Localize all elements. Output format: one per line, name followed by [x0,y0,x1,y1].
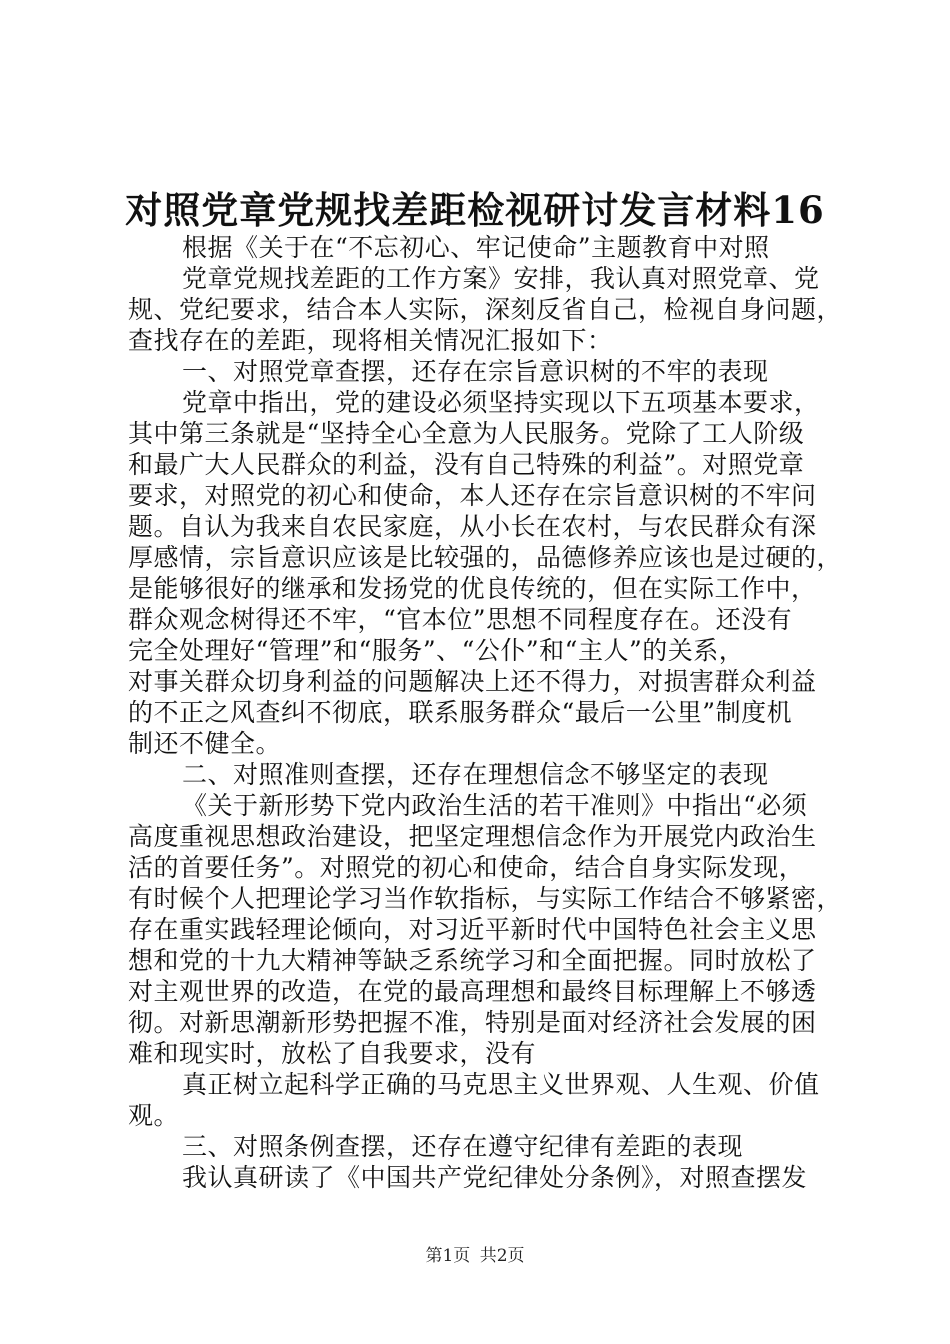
text-line: 我认真研读了《中国共产党纪律处分条例》，对照查摆发 [182,1163,808,1192]
document-title: 对照党章党规找差距检视研讨发言材料16 [125,188,825,232]
text-line: 观。 [128,1101,180,1130]
page-total: 共2页 [479,1246,525,1266]
text-line: 存在重实践轻理论倾向，对习近平新时代中国特色社会主义思 [128,915,817,944]
text-line: 三、对照条例查摆，还存在遵守纪律有差距的表现 [182,1132,744,1161]
text-line: 制还不健全。 [128,729,282,758]
text-line: 厚感情，宗旨意识应该是比较强的，品德修养应该也是过硬的， [128,543,843,572]
text-line: 一、对照党章查摆，还存在宗旨意识树的不牢的表现 [182,357,769,386]
text-line: 难和现实时，放松了自我要求，没有 [128,1039,537,1068]
text-line: 题。自认为我来自农民家庭，从小长在农村，与农民群众有深 [128,512,817,541]
text-line: 规、党纪要求，结合本人实际，深刻反省自己，检视自身问题， [128,295,843,324]
text-line: 查找存在的差距，现将相关情况汇报如下： [128,326,613,355]
text-line: 二、对照准则查摆，还存在理想信念不够坚定的表现 [182,760,769,789]
document-body [128,232,868,1193]
text-line: 的不正之风查纠不彻底，联系服务群众“最后一公里”制度机 [128,698,793,727]
text-line: 群众观念树得还不牢，“官本位”思想不同程度存在。还没有 [128,605,793,634]
text-line: 对事关群众切身利益的问题解决上还不得力，对损害群众利益 [128,667,817,696]
page-number: 第1页 [425,1246,471,1266]
text-line: 完全处理好“管理”和“服务”、“公仆”和“主人”的关系， [128,636,745,665]
text-line: 和最广大人民群众的利益，没有自己特殊的利益”。对照党章 [128,450,805,479]
text-line: 真正树立起科学正确的马克思主义世界观、人生观、价值 [182,1070,820,1099]
text-line: 党章党规找差距的工作方案》安排，我认真对照党章、党 [182,264,820,293]
text-line: 党章中指出，党的建设必须坚持实现以下五项基本要求， [182,388,820,417]
text-line: 其中第三条就是“坚持全心全意为人民服务。党除了工人阶级 [128,419,805,448]
text-line: 想和党的十九大精神等缺乏系统学习和全面把握。同时放松了 [128,946,817,975]
text-line: 高度重视思想政治建设，把坚定理想信念作为开展党内政治生 [128,822,817,851]
page-footer [0,1244,950,1268]
text-line: 活的首要任务”。对照党的初心和使命，结合自身实际发现， [128,853,805,882]
text-line: 有时候个人把理论学习当作软指标，与实际工作结合不够紧密， [128,884,843,913]
text-line: 要求，对照党的初心和使命，本人还存在宗旨意识树的不牢问 [128,481,817,510]
text-line: 根据《关于在“不忘初心、牢记使命”主题教育中对照 [182,233,770,262]
text-line: 《关于新形势下党内政治生活的若干准则》中指出“必须 [182,791,808,820]
text-line: 是能够很好的继承和发扬党的优良传统的，但在实际工作中， [128,574,817,603]
text-line: 彻。对新思潮新形势把握不准，特别是面对经济社会发展的困 [128,1008,817,1037]
text-line: 对主观世界的改造，在党的最高理想和最终目标理解上不够透 [128,977,817,1006]
